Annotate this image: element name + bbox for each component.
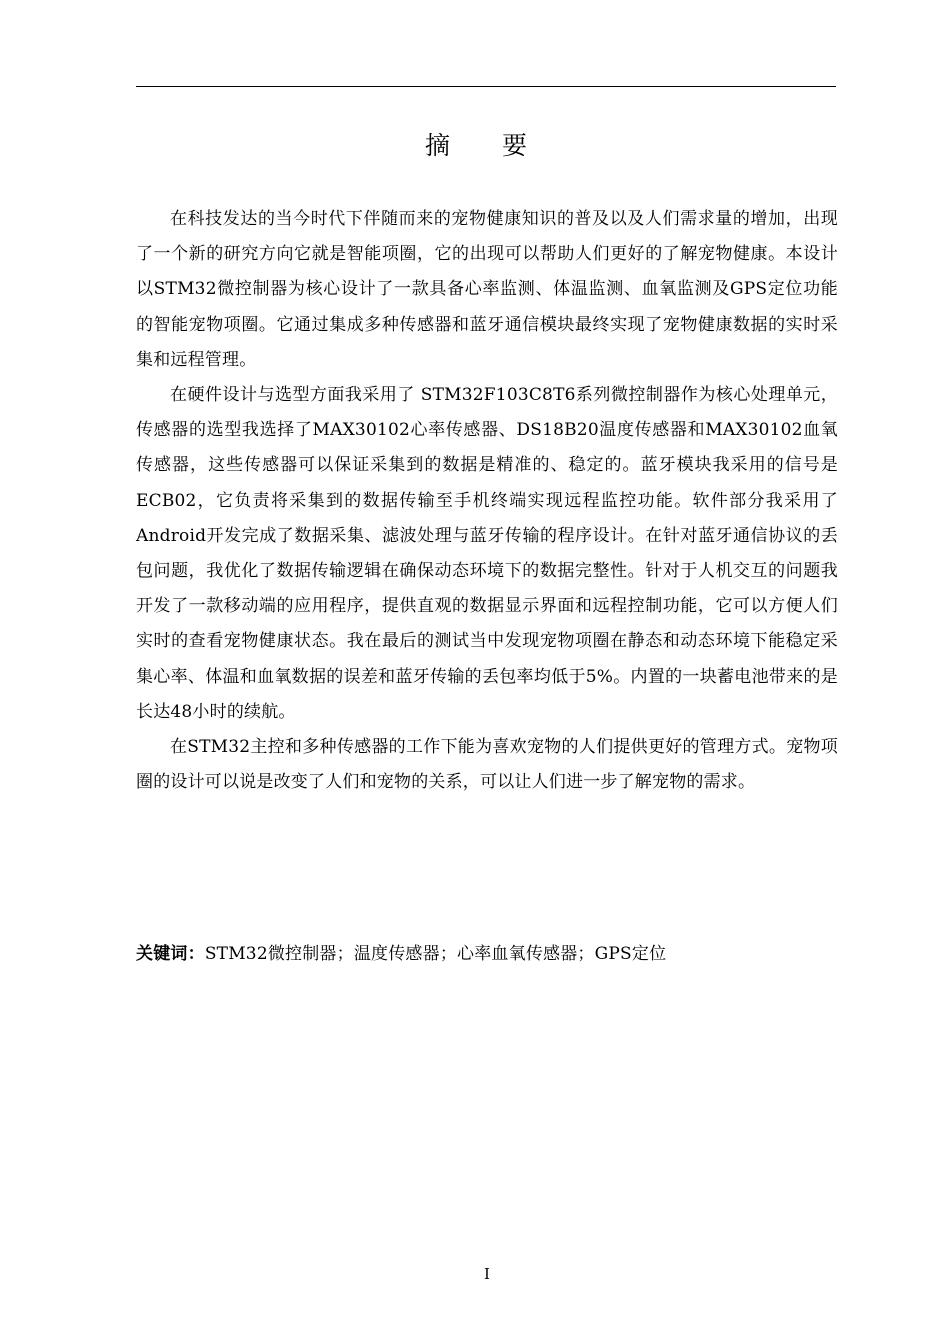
- keywords-line: [136, 937, 838, 972]
- header-rule: [136, 86, 836, 87]
- abstract-paragraph-3: 在STM32主控和多种传感器的工作下能为喜欢宠物的人们提供更好的管理方式。宠物项圈的设计可以说是改变了人们和宠物的关系，可以让人们进一步了解宠物的需求。: [136, 737, 838, 793]
- abstract-paragraph-1: 在科技发达的当今时代下伴随而来的宠物健康知识的普及以及人们需求量的增加，出现了一个新的研究方向它就是智能项圈，它的出现可以帮助人们更好的了解宠物健康。本设计以STM32微控制器为核心设计了一款具备心率监测、体温监测、血氧监测及GPS定位功能的智能宠物项圈。它通过集成多种传感器和蓝牙通信模块最终实现了宠物健康数据的实时采集和远程管理。: [136, 209, 838, 370]
- abstract-body: [136, 202, 838, 800]
- keywords-text: STM32微控制器；温度传感器；心率血氧传感器；GPS定位: [204, 944, 667, 964]
- page-number: I: [484, 1265, 490, 1283]
- abstract-paragraph-2: 在硬件设计与选型方面我采用了 STM32F103C8T6系列微控制器作为核心处理单元，传感器的选型我选择了MAX30102心率传感器、DS18B20温度传感器和MAX30102血氧传感器，这些传感器可以保证采集到的数据是精准的、稳定的。蓝牙模块我采用的信号是ECB02，它负责将采集到的数据传输至手机终端实现远程监控功能。软件部分我采用了Android开发完成了数据采集、滤波处理与蓝牙传输的程序设计。在针对蓝牙通信协议的丢包问题，我优化了数据传输逻辑在确保动态环境下的数据完整性。针对于人机交互的问题我开发了一款移动端的应用程序，提供直观的数据显示界面和远程控制功能，它可以方便人们实时的查看宠物健康状态。我在最后的测试当中发现宠物项圈在静态和动态环境下能稳定采集心率、体温和血氧数据的误差和蓝牙传输的丢包率均低于5%。内置的一块蓄电池带来的是长达48小时的续航。: [136, 385, 838, 722]
- abstract-title: 摘 要: [425, 131, 549, 160]
- keywords-label: 关键词：: [136, 944, 205, 964]
